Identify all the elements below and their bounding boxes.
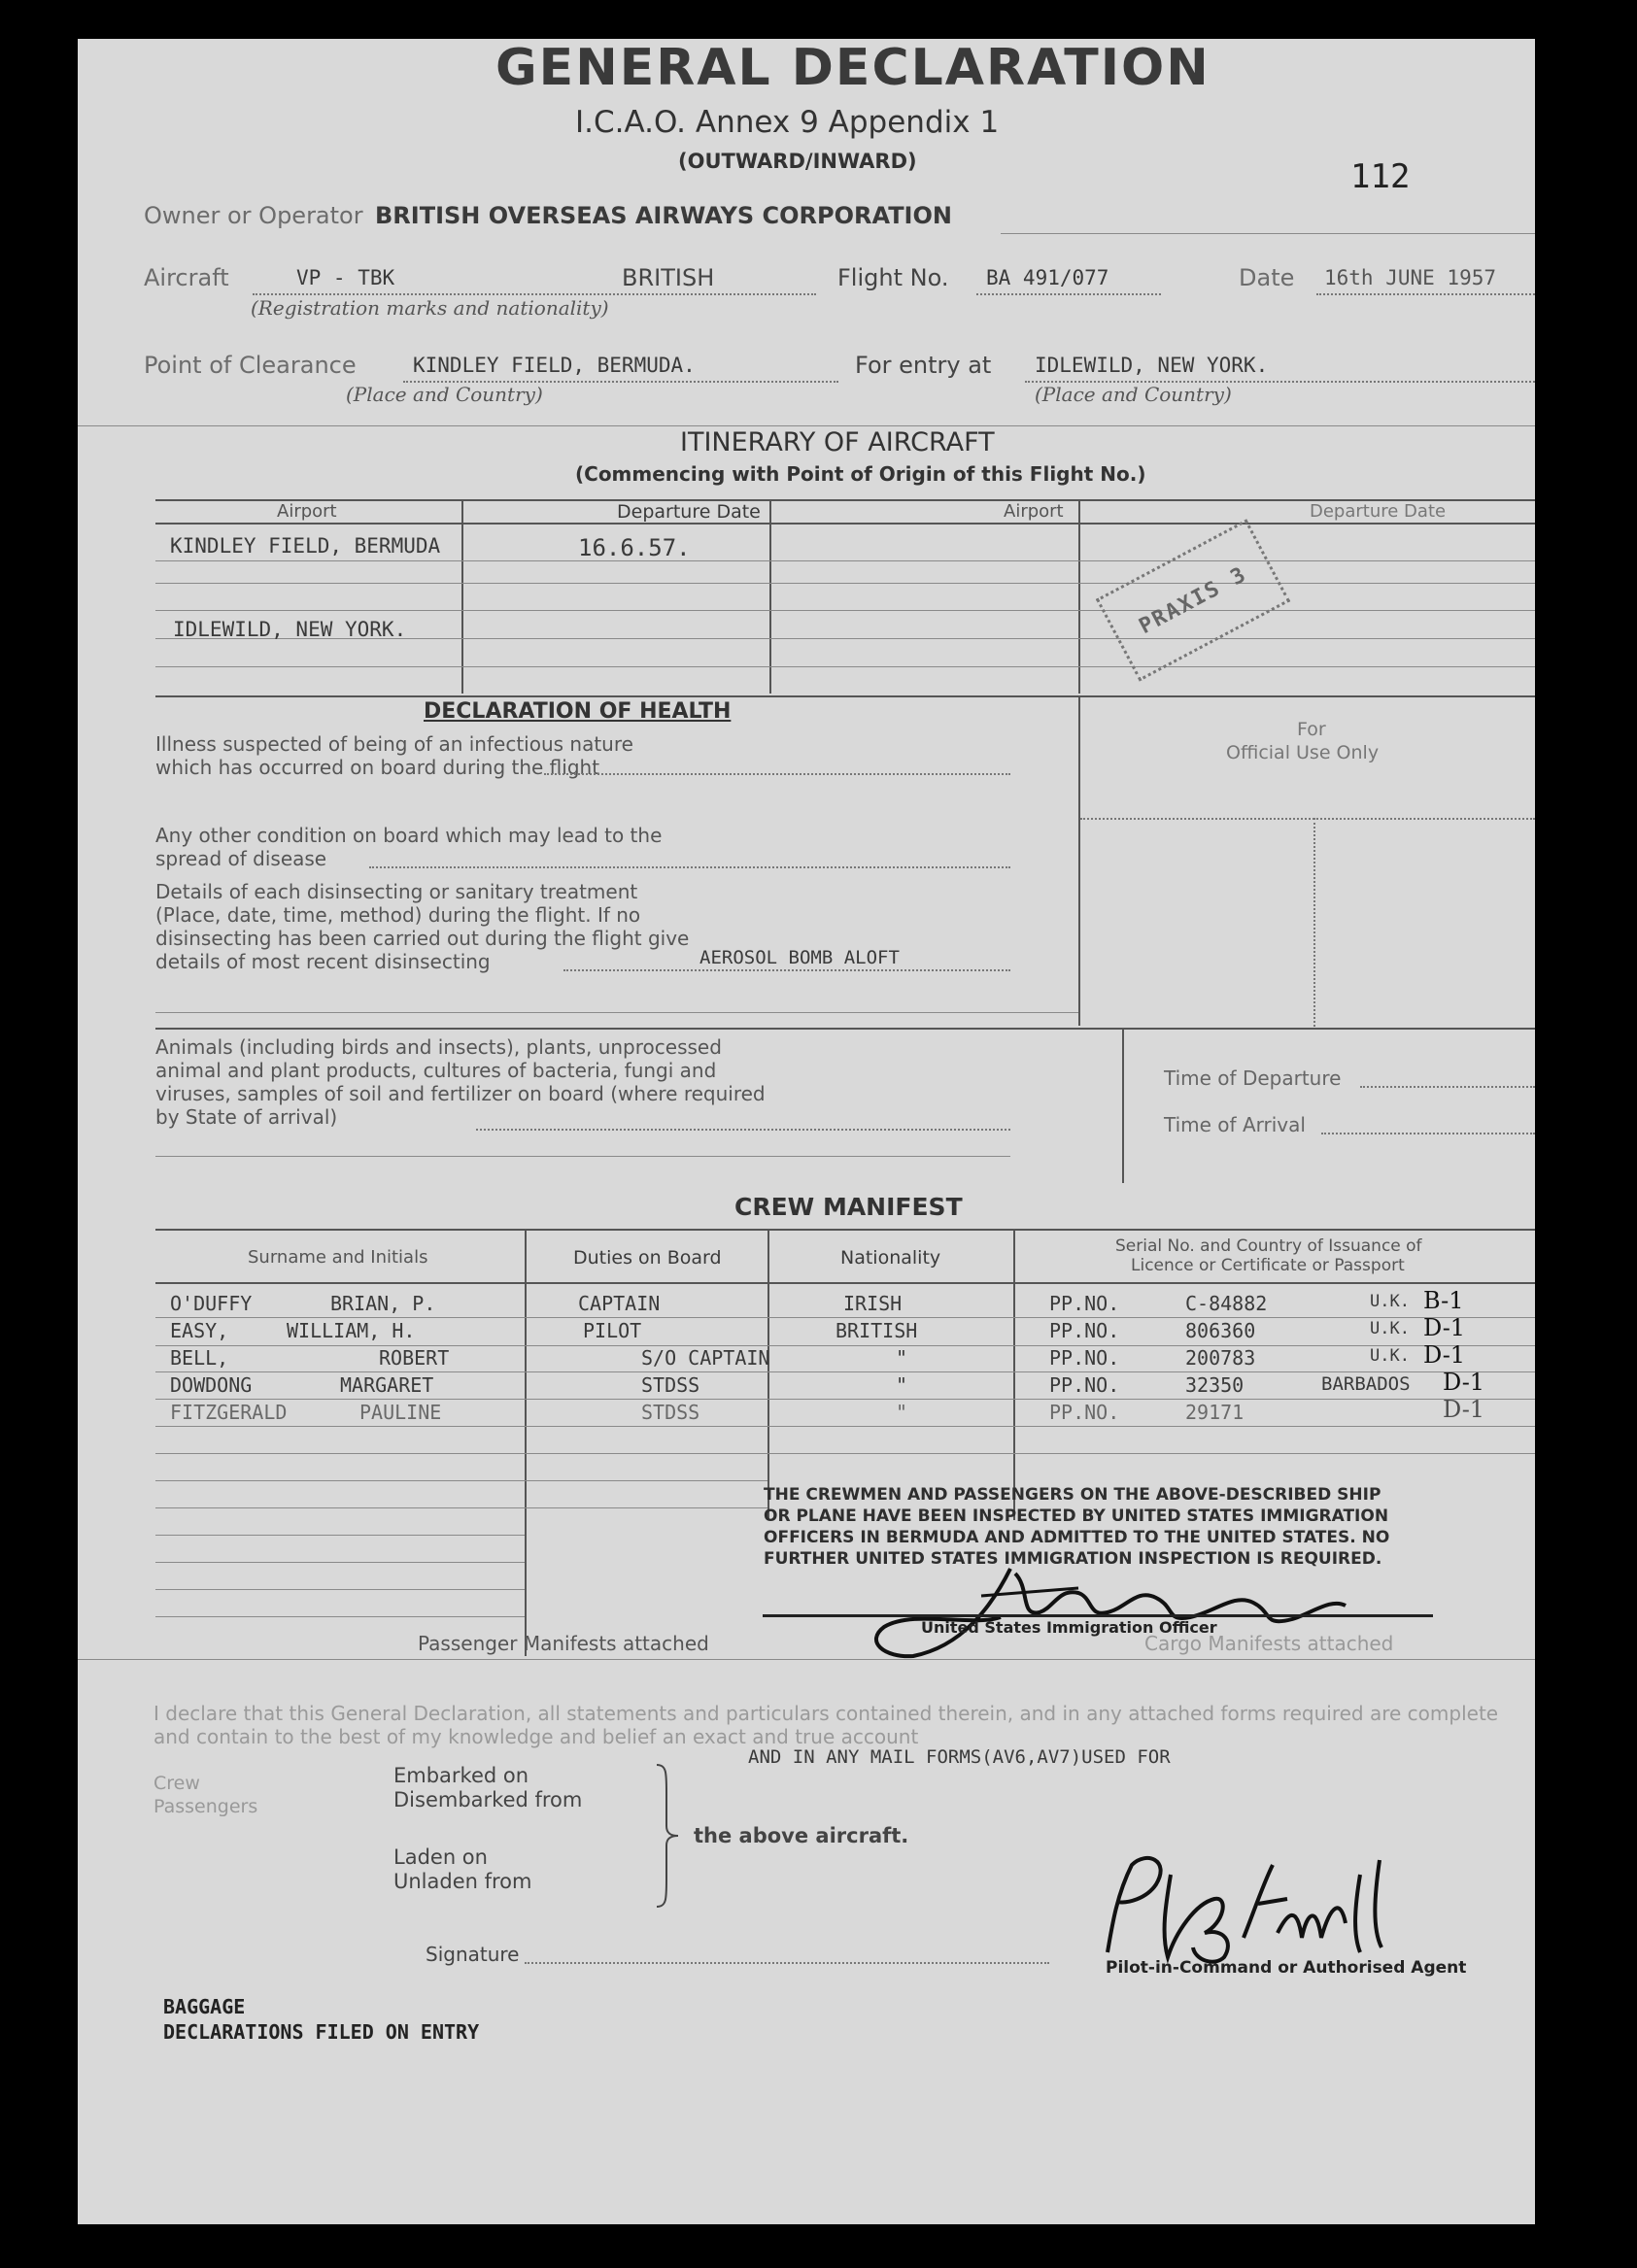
animals-text: Animals (including birds and insects), plants, unprocessed animal and plant products, cultures of bacteria, fungi and viruses, samples of soil and fertilizer on board (where required by State of arrival) [155,1035,766,1129]
crew-nationality: IRISH [843,1292,903,1315]
crew-row-rule-2 [155,1345,1535,1346]
itinerary-title: ITINERARY OF AIRCRAFT [680,427,995,457]
itin-vline-1 [461,499,463,694]
itin-row-rule-2 [155,583,1535,584]
crew-row-rule-11 [155,1589,525,1590]
embarked-label: Embarked on [393,1764,529,1787]
owner-rule [1001,233,1535,234]
crew-nationality: " [896,1373,908,1397]
crew-surname: O'DUFFY [170,1292,253,1315]
unladen-label: Unladen from [393,1870,532,1893]
crew-pp-number: 200783 [1185,1346,1256,1370]
crew-row-rule-10 [155,1562,525,1563]
crew-surname: EASY, [170,1319,229,1342]
itin-col-date-1: Departure Date [617,501,761,523]
health-title: DECLARATION OF HEALTH [424,699,732,724]
official-use-line1: For [1297,719,1326,740]
official-hdot [1080,818,1535,820]
crew-nationality: BRITISH [836,1319,918,1342]
crew-given: MARGARET [340,1373,434,1397]
itin-row-1-airport: KINDLEY FIELD, BERMUDA [170,534,441,558]
footer-line2: DECLARATIONS FILED ON ENTRY [163,2020,480,2044]
itin-col-airport-1: Airport [277,501,337,522]
crew-given: ROBERT [379,1346,450,1370]
itin-row-2-airport: IDLEWILD, NEW YORK. [173,618,407,641]
clearance-sub-label: (Place and Country) [346,383,543,406]
declaration-form [78,39,1535,2224]
crew-mark: D-1 [1443,1369,1485,1396]
crew-col-nationality: Nationality [840,1247,941,1269]
brace-icon [653,1763,682,1909]
flight-label: Flight No. [837,264,949,291]
health-q3-answer: AEROSOL BOMB ALOFT [699,947,900,968]
crew-country: U.K. [1370,1346,1410,1366]
date-dotline [1316,293,1535,295]
itinerary-stamp [1096,519,1290,681]
animals-vline [1122,1028,1124,1183]
itin-col-date-2: Departure Date [1310,501,1447,522]
health-bottom-rule [155,1012,1078,1013]
aircraft-label: Aircraft [144,264,229,291]
health-vline [1078,695,1080,1026]
crew-pp: PP.NO. [1049,1292,1120,1315]
official-vdot [1313,818,1315,1027]
crew-pp-number: 32350 [1185,1373,1245,1397]
passengers-label: Passengers [153,1796,258,1817]
itin-vline-3 [1078,499,1080,694]
owner-label: Owner or Operator [144,202,363,229]
clearance-label: Point of Clearance [144,352,357,379]
disembarked-label: Disembarked from [393,1788,583,1811]
crew-pp-number: 806360 [1185,1319,1256,1342]
itin-vline-2 [769,499,771,694]
entry-label: For entry at [855,352,992,379]
flight-value: BA 491/077 [986,266,1109,289]
form-direction: (OUTWARD/INWARD) [678,150,917,173]
crew-duty: CAPTAIN [578,1292,661,1315]
crew-row-rule-6 [155,1453,1535,1454]
clearance-value: KINDLEY FIELD, BERMUDA. [413,354,696,377]
crew-row-rule-1 [155,1317,1535,1318]
crew-row-rule-12 [155,1616,525,1617]
crew-given: WILLIAM, H. [287,1319,416,1342]
itin-col-airport-2: Airport [1004,501,1064,522]
crew-vline-1 [525,1229,527,1656]
crew-col-duties: Duties on Board [573,1247,722,1269]
crew-surname: FITZGERALD [170,1401,288,1424]
crew-nationality: " [896,1401,908,1424]
time-arrival: Time of Arrival [1164,1113,1306,1136]
owner-value: BRITISH OVERSEAS AIRWAYS CORPORATION [375,202,952,229]
crew-country: BARBADOS [1321,1373,1411,1395]
date-value: 16th JUNE 1957 [1324,266,1497,289]
health-top-rule [155,695,1535,697]
crew-mark: D-1 [1423,1341,1466,1369]
page-number: 112 [1350,157,1411,196]
crew-given: PAULINE [359,1401,442,1424]
entry-sub-label: (Place and Country) [1035,383,1232,406]
crew-pp: PP.NO. [1049,1319,1120,1342]
health-q3: Details of each disinsecting or sanitary treatment (Place, date, time, method) during the flight. If no disinsecting has been carried out during the flight give details of most recent disinsecting [155,880,690,973]
crew-header-rule [155,1282,1535,1284]
crew-row-rule-8 [155,1507,767,1508]
crew-row-rule-4 [155,1399,1535,1400]
crew-col-serial-2: Licence or Certificate or Passport [1131,1256,1405,1275]
signature-dotline [525,1962,1049,1964]
aircraft-registration: VP - TBK [296,266,395,289]
crew-pp: PP.NO. [1049,1346,1120,1370]
entry-value: IDLEWILD, NEW YORK. [1035,354,1269,377]
crew-country: U.K. [1370,1292,1410,1311]
arrival-dotline [1321,1133,1535,1134]
crew-vline-2 [767,1229,769,1520]
official-use-line2: Official Use Only [1226,742,1380,763]
declaration-typed: AND IN ANY MAIL FORMS(AV6,AV7)USED FOR [748,1746,1171,1768]
crew-title: CREW MANIFEST [734,1193,963,1221]
crew-row-rule-9 [155,1535,525,1536]
itin-row-rule-5 [155,666,1535,667]
itin-header-rule [155,523,1535,525]
form-title: GENERAL DECLARATION [495,39,1211,97]
crew-given: BRIAN, P. [330,1292,436,1315]
health-q2-dotline [369,866,1010,868]
crew-vline-3 [1013,1229,1015,1520]
health-q2: Any other condition on board which may lead to the spread of disease [155,824,663,870]
health-q3-dotline [563,969,1010,971]
health-q1: Illness suspected of being of an infectious nature which has occurred on board during the flight [155,732,633,779]
declaration-text: I declare that this General Declaration, all statements and particulars contained therein, and in any attached forms required are complete and contain to the best of my knowledge and belief an exact and true account [153,1702,1499,1748]
crew-col-serial-1: Serial No. and Country of Issuance of [1115,1236,1422,1256]
departure-dotline [1360,1086,1535,1088]
crew-duty: S/O CAPTAIN [641,1346,770,1370]
above-aircraft: the above aircraft. [694,1824,909,1847]
animals-top-rule [155,1028,1535,1030]
crew-surname: DOWDONG [170,1373,253,1397]
flight-dotline [976,293,1161,295]
time-departure: Time of Departure [1164,1066,1342,1090]
crew-top-rule [155,1229,1535,1231]
immigration-notice: THE CREWMEN AND PASSENGERS ON THE ABOVE-DESCRIBED SHIP OR PLANE HAVE BEEN INSPECTED BY UNITED STATES IMMIGRATION OFFICERS IN BERMUDA AND ADMITTED TO THE UNITED STATES. NO FURTHER UNITED STATES IMMIGRATION INSPECTION IS REQUIRED. [764,1485,1390,1569]
itinerary-subtitle: (Commencing with Point of Origin of this Flight No.) [575,462,1146,486]
aircraft-sub-label: (Registration marks and nationality) [251,296,609,320]
animals-rule [155,1156,1010,1157]
crew-nationality: " [896,1346,908,1370]
manifest-rule [78,1659,1535,1660]
animals-dotline [476,1129,1010,1131]
itin-row-rule-1 [155,560,1535,561]
laden-label: Laden on [393,1845,488,1869]
crew-pp: PP.NO. [1049,1373,1120,1397]
crew-duty: PILOT [583,1319,642,1342]
crew-country: U.K. [1370,1319,1410,1338]
section-rule [78,425,1535,426]
crew-label: Crew [153,1773,200,1794]
crew-pp-number: 29171 [1185,1401,1245,1424]
crew-row-rule-3 [155,1371,1535,1372]
crew-row-rule-7 [155,1480,767,1481]
crew-pp-number: C-84882 [1185,1292,1268,1315]
crew-duty: STDSS [641,1401,700,1424]
crew-surname: BELL, [170,1346,229,1370]
health-q1-dotline [544,773,1010,775]
footer-line1: BAGGAGE [163,1995,246,2018]
signature-label: Signature [426,1943,520,1966]
immigration-signature [845,1549,1428,1676]
date-label: Date [1239,264,1295,291]
itin-row-rule-3 [155,610,1535,611]
passenger-manifests: Passenger Manifests attached [418,1632,709,1655]
pilot-label: Pilot-in-Command or Authorised Agent [1106,1958,1467,1978]
crew-mark: D-1 [1423,1314,1466,1341]
crew-duty: STDSS [641,1373,700,1397]
immigration-officer-label: United States Immigration Officer [921,1618,1217,1637]
form-subtitle: I.C.A.O. Annex 9 Appendix 1 [575,105,1000,140]
cargo-manifests: Cargo Manifests attached [1144,1632,1394,1655]
aircraft-dotline [253,293,816,295]
crew-row-rule-5 [155,1426,1535,1427]
crew-pp: PP.NO. [1049,1401,1120,1424]
stamp-text: PRAXIS 3 [1135,561,1251,639]
immigration-sig-line [763,1614,1433,1617]
aircraft-nationality: BRITISH [622,264,715,291]
crew-mark: D-1 [1443,1396,1485,1423]
crew-mark: B-1 [1423,1287,1464,1314]
crew-col-name: Surname and Initials [248,1247,428,1268]
itin-row-1-date: 16.6.57. [578,534,691,561]
